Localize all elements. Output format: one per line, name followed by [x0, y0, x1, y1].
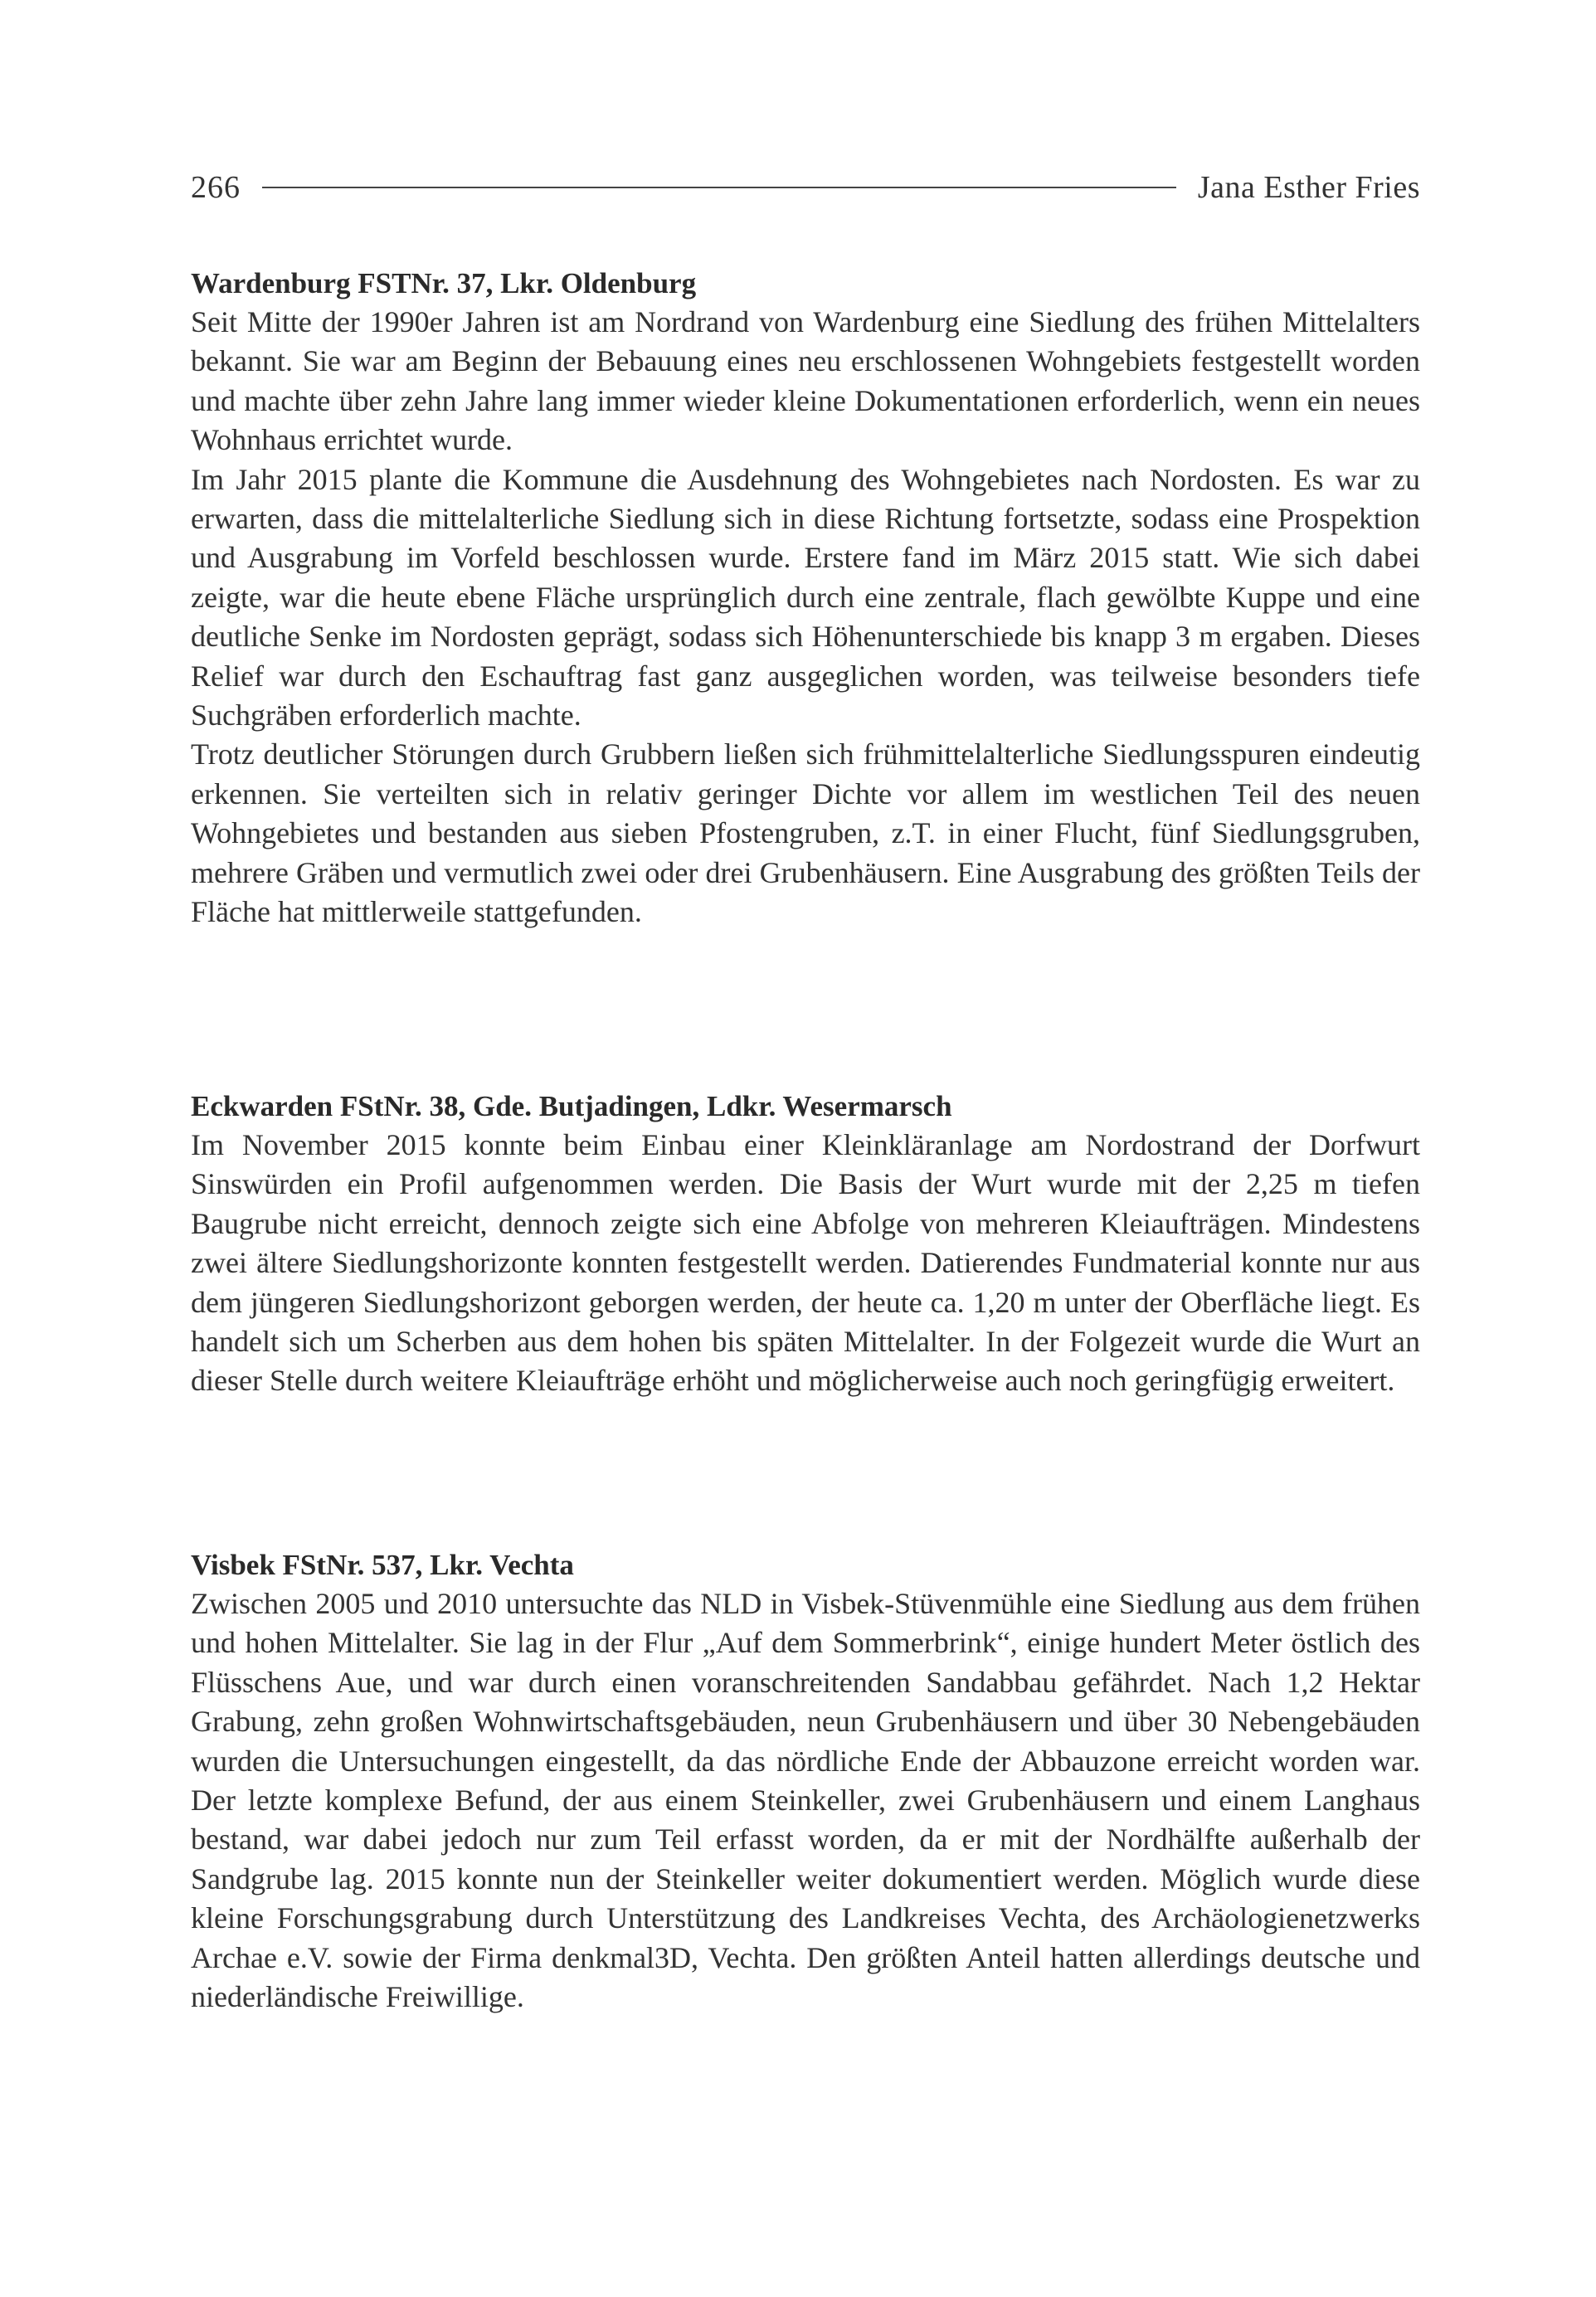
- paragraph: Zwischen 2005 und 2010 untersuchte das NLD in Visbek-Stüvenmühle eine Siedlung aus dem frühen und hohen Mittelalter. Sie lag in der Flur „Auf dem Sommerbrink“, einige hundert Meter östlich des Flüsschens Aue, und war durch einen voranschreitenden Sandabbau gefährdet. Nach 1,2 Hektar Grabung, zehn großen Wohnwirtschaftsgebäuden, neun Grubenhäusern und über 30 Nebengebäuden wurden die Untersuchungen eingestellt, da das nördliche Ende der Abbauzone erreicht worden war. Der letzte komplexe Befund, der aus einem Steinkeller, zwei Grubenhäusern und einem Langhaus bestand, war dabei jedoch nur zum Teil erfasst worden, da er mit der Nordhälfte außerhalb der Sandgrube lag. 2015 konnte nun der Steinkeller weiter dokumentiert werden. Möglich wurde diese kleine Forschungsgrabung durch Unterstützung des Landkreises Vechta, des Archäologienetzwerks Archae e.V. sowie der Firma denkmal3D, Vechta. Den größten Anteil hatten allerdings deutsche und niederländische Freiwillige.: [191, 1587, 1420, 2014]
- running-author: Jana Esther Fries: [1197, 170, 1420, 205]
- header-rule: [262, 187, 1176, 188]
- section-body: [191, 303, 1420, 932]
- section-body: [191, 1126, 1420, 1401]
- paragraph: Seit Mitte der 1990er Jahren ist am Nordrand von Wardenburg eine Siedlung des frühen Mittelalters bekannt. Sie war am Beginn der Bebauung eines neu erschlossenen Wohngebiets festgestellt worden und machte über zehn Jahre lang immer wieder kleine Dokumentationen erforderlich, wenn ein neues Wohnhaus errichtet wurde.: [191, 305, 1420, 457]
- running-header: [191, 163, 1420, 212]
- section-title: Visbek FStNr. 537, Lkr. Vechta: [191, 1549, 574, 1581]
- section-title: Wardenburg FSTNr. 37, Lkr. Oldenburg: [191, 267, 697, 299]
- page-number: 266: [191, 170, 241, 205]
- section-body: [191, 1584, 1420, 2017]
- paragraph: Im Jahr 2015 plante die Kommune die Ausdehnung des Wohngebietes nach Nordosten. Es war zu erwarten, dass die mittelalterliche Siedlung sich in diese Richtung fortsetzte, sodass eine Prospektion und Ausgrabung im Vorfeld beschlossen wurde. Erstere fand im März 2015 statt. Wie sich dabei zeigte, war die heute ebene Fläche ursprünglich durch eine zentrale, flach gewölbte Kuppe und eine deutliche Senke im Nordosten geprägt, sodass sich Höhenunterschiede bis knapp 3 m ergaben. Dieses Relief war durch den Eschauftrag fast ganz ausgeglichen worden, was teilweise besonders tiefe Suchgräben erforderlich machte.: [191, 462, 1420, 732]
- paragraph: Trotz deutlicher Störungen durch Grubbern ließen sich frühmittelalterliche Siedlungsspuren eindeutig erkennen. Sie verteilten sich in relativ geringer Dichte vor allem im westlichen Teil des neuen Wohngebietes und bestanden aus sieben Pfostengruben, z.T. in einer Flucht, fünf Siedlungsgruben, mehrere Gräben und vermutlich zwei oder drei Grubenhäusern. Eine Ausgrabung des größten Teils der Fläche hat mittlerweile stattgefunden.: [191, 737, 1420, 929]
- section-title: Eckwarden FStNr. 38, Gde. Butjadingen, Ldkr. Wesermarsch: [191, 1090, 952, 1122]
- section-wardenburg: [191, 264, 1420, 932]
- section-eckwarden: [191, 1087, 1420, 1401]
- section-visbek: [191, 1545, 1420, 2017]
- paragraph: Im November 2015 konnte beim Einbau einer Kleinkläranlage am Nordostrand der Dorfwurt Sinswürden ein Profil aufgenommen werden. Die Basis der Wurt wurde mit der 2,25 m tiefen Baugrube nicht erreicht, dennoch zeigte sich eine Abfolge von mehreren Kleiaufträgen. Mindestens zwei ältere Siedlungshorizonte konnten festgestellt werden. Datierendes Fundmaterial konnte nur aus dem jüngeren Siedlungshorizont geborgen werden, der heute ca. 1,20 m unter der Oberfläche liegt. Es handelt sich um Scherben aus dem hohen bis späten Mittelalter. In der Folgezeit wurde die Wurt an dieser Stelle durch weitere Kleiaufträge erhöht und möglicherweise auch noch geringfügig erweitert.: [191, 1128, 1420, 1398]
